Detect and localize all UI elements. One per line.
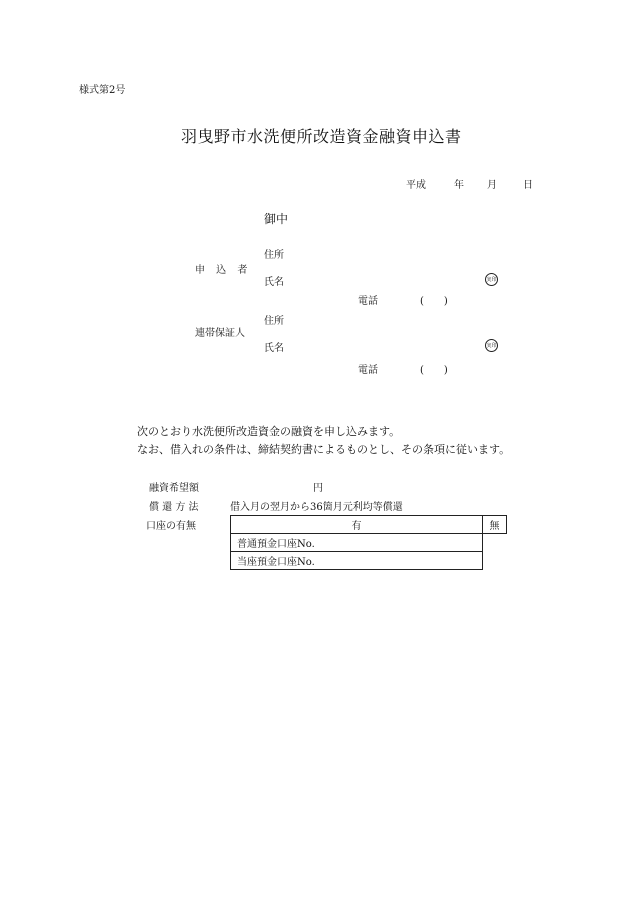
current-account-cell: 当座預金口座No. <box>231 552 483 570</box>
applicant-address-label: 住所 <box>264 250 284 261</box>
form-number: 様式第2号 <box>79 85 126 96</box>
account-label: 口座の有無 <box>146 521 196 532</box>
loan-amount-label: 融資希望額 <box>149 483 199 494</box>
guarantor-label: 連帯保証人 <box>195 328 245 339</box>
guarantor-address-label: 住所 <box>264 316 284 327</box>
date-year: 年 <box>454 180 464 191</box>
ordinary-account-cell: 普通預金口座No. <box>231 534 483 552</box>
account-no-cell: 無 <box>483 516 507 534</box>
guarantor-phone-parens: ( ) <box>420 365 448 376</box>
repayment-label: 償 還 方 法 <box>149 502 199 513</box>
applicant-label <box>195 261 252 276</box>
guarantor-seal-mark: 実印 <box>485 339 498 352</box>
repayment-value: 借入月の翌月から36箇月元利均等償還 <box>230 502 403 513</box>
date-era: 平成 <box>406 180 426 191</box>
account-yes-cell: 有 <box>231 516 483 534</box>
statement-line-1: 次のとおり水洗便所改造資金の融資を申し込みます。 <box>137 425 401 438</box>
applicant-phone-label: 電話 <box>358 296 378 307</box>
account-table <box>230 515 507 570</box>
date-day: 日 <box>523 180 533 191</box>
statement-line-2: なお、借入れの条件は、締結契約書によるものとし、その条項に従います。 <box>137 443 511 456</box>
applicant-name-label: 氏名 <box>264 277 284 288</box>
addressee: 御中 <box>264 212 289 226</box>
applicant-phone-parens: ( ) <box>420 296 448 307</box>
guarantor-phone-label: 電話 <box>358 365 378 376</box>
guarantor-name-label: 氏名 <box>264 343 284 354</box>
page-title: 羽曳野市水洗便所改造資金融資申込書 <box>181 127 462 146</box>
applicant-label-text: 申 込 者 <box>195 265 252 276</box>
date-month: 月 <box>487 180 497 191</box>
applicant-seal-mark: 実印 <box>485 273 498 286</box>
loan-amount-unit: 円 <box>313 483 323 494</box>
